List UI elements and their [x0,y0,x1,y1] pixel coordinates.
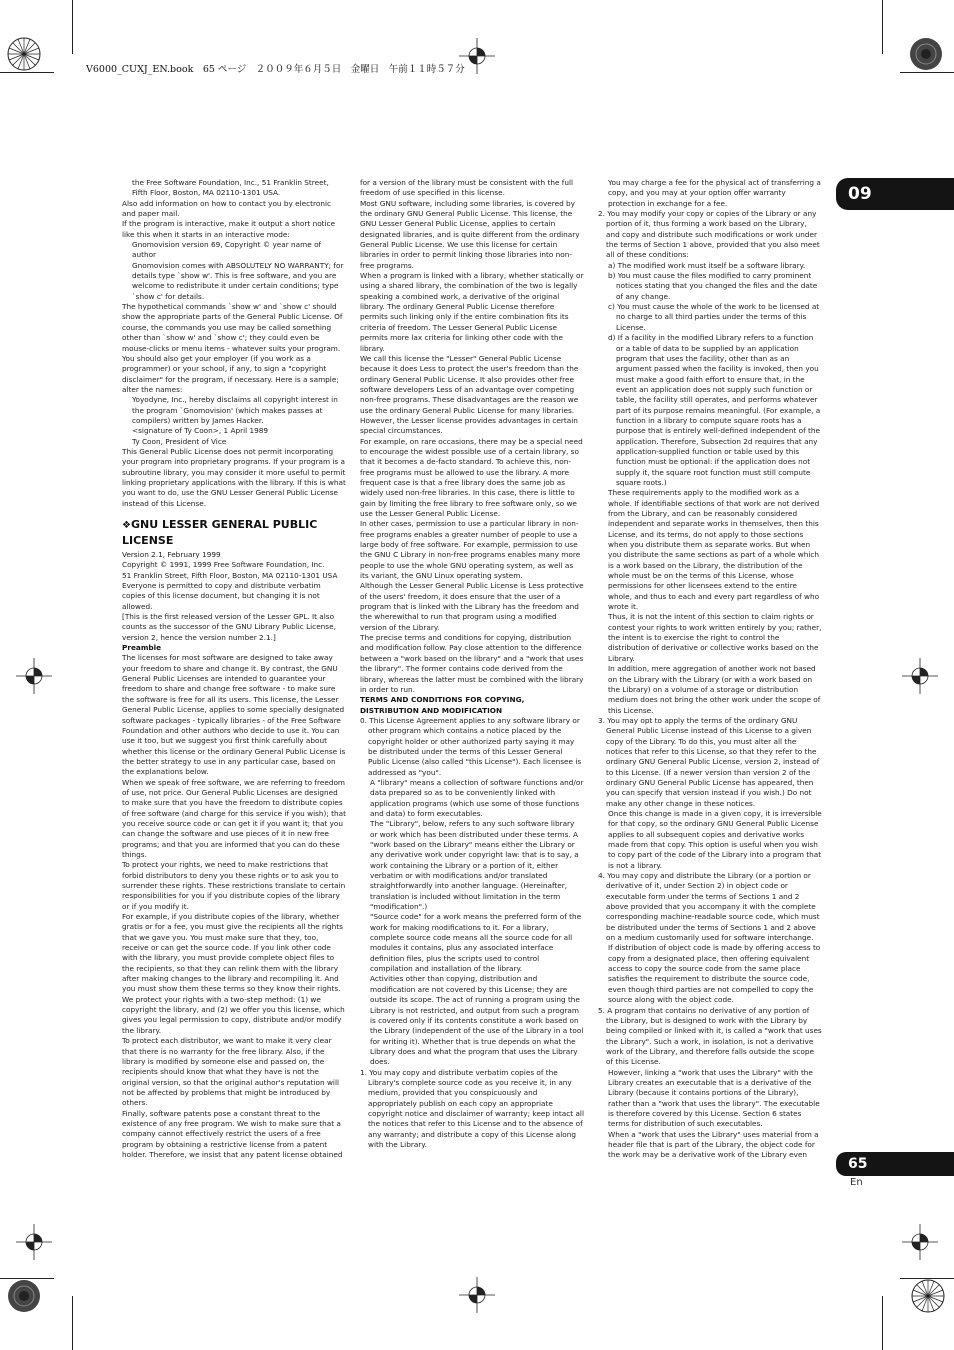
paragraph: Gnomovision comes with ABSOLUTELY NO WARRANTY; for details type `show w'. This is free software, and you are welcome to redistribute it under certain conditions; type `show c' for details. [132,260,344,301]
registration-mark-icon [908,36,944,72]
registration-mark-icon [6,36,42,72]
registration-mark-icon [910,1278,946,1314]
language-label: En [850,1177,863,1188]
paragraph: We protect your rights with a two-step method: (1) we copyright the library, and (2) we offer you this license, which gives you legal permission to copy, distribute and/or modify the library. [122,994,345,1035]
paragraph: Activities other than copying, distribution and modification are not covered by this License; they are outside its scope. The act of running a program using the Library is not restricted, and output from such a program is covered only if its contents constitute a work based on the Library (independent of the use of the Library in a tool for writing it). Whether that is true depends on what the Library does and what the program that uses the Library does. [370,974,584,1067]
paragraph: In addition, mere aggregation of another work not based on the Library with the Library (or with a work based on the Library) on a volume of a storage or distribution medium does not bring the other work under the scope of this License. [608,664,821,715]
list-item: b) You must cause the files modified to carry prominent notices stating that you changed the files and the date of any change. [608,271,818,301]
paragraph: Also add information on how to contact you by electronic and paper mail. [122,198,331,219]
paragraph: Finally, software patents pose a constant threat to the existence of any free program. We wish to make sure that a company cannot effectively restrict the users of a free program by obtaining a restrictive license from a patent holder. Therefore, we insist that any patent license obtained [122,1108,343,1159]
crop-mark [0,72,54,73]
paragraph: These requirements apply to the modified work as a whole. If identifiable sections of that work are not derived from the Library, and can be reasonably considered independent and separate works in themselves, then this License, and its terms, do not apply to those sections when you distribute them as separate works. But when you distribute the same sections as part of a whole which is a work based on the Library, the distribution of the whole must be on the terms of this License, whose permissions for other licensees extend to the entire whole, and thus to each and every part regardless of who wrote it. [608,488,820,612]
paragraph: The "Library", below, refers to any such software library or work which has been distributed under these terms. A "work based on the Library" means either the Library or any derivative work under copyright law: that is to say, a work containing the Library or a portion of it, either verbatim or with modifications and/or translated straightforwardly into another language. (Hereinafter, translation is included without limitation in the term "modification".) [370,819,579,912]
registration-mark-icon [6,1278,42,1314]
paragraph: [This is the first released version of the Lesser GPL. It also counts as the successor of the GNU Library Public License, version 2, hence the version number 2.1.] [122,612,336,642]
paragraph: for a version of the library must be consistent with the full freedom of use specified in this license. [360,178,574,198]
section-heading: ❖GNU LESSER GENERAL PUBLIC LICENSE [122,518,318,547]
list-item: c) You must cause the whole of the work to be licensed at no charge to all third parties under the terms of this License. [608,302,820,332]
paragraph: If distribution of object code is made by offering access to copy from a designated place, then offering equivalent access to copy the source code from the same place satisfies the requirement to distribute the source code, even though third parties are not compelled to copy the source along with the object code. [608,943,821,1005]
paragraph: <signature of Ty Coon>, 1 April 1989 [132,426,269,436]
paragraph: For example, if you distribute copies of the library, whether gratis or for a fee, you must give the recipients all the rights that we gave you. You must make sure that they, too, receive or can get the source code. If you link other code with the library, you must provide complete object files to the recipients, so that they can relink them with the library after making changes to the library and recompiling it. And you must show them these terms so they know their rights. [122,912,343,994]
paragraph: You may charge a fee for the physical act of transferring a copy, and you may at your option offer warranty protection in exchange for a fee. [608,178,821,208]
paragraph: In other cases, permission to use a particular library in non-free programs enables a greater number of people to use a large body of free software. For example, permission to use the GNU C Library in non-free programs enables many more people to use the whole GNU operating system, as well as its variant, the GNU Linux operating system. [360,519,581,581]
paragraph: the Free Software Foundation, Inc., 51 Franklin Street, Fifth Floor, Boston, MA 02110-1301 USA. [132,178,329,198]
crosshair-target-icon [459,1277,495,1313]
paragraph: The licenses for most software are designed to take away your freedom to share and change it. By contrast, the GNU General Public Licenses are intended to guarantee your freedom to share and change free software - to make sure the software is free for all its users. This license, the Lesser General Public License, applies to some specially designated software packages - typically libraries - of the Free Software Foundation and other authors who decide to use it. You can use it too, but we suggest you first think carefully about whether this license or the ordinary General Public License is the better strategy to use in any particular case, based on the explanations below. [122,653,346,777]
paragraph: When a program is linked with a library, whether statically or using a shared library, the combination of the two is legally speaking a combined work, a derivative of the original library. The ordinary General Public License therefore permits such linking only if the entire combination fits its criteria of freedom. The Lesser General Public License permits more lax criteria for linking other code with the library. [360,271,584,353]
paragraph: However, linking a "work that uses the Library" with the Library creates an executable that is a derivative of the Library (because it contains portions of the Library), rather than a "work that uses the library". The executable is therefore covered by this License. Section 6 states terms for distribution of such executables. [608,1067,820,1129]
page-number-tab: 65 [836,1152,954,1176]
list-item: 2. You may modify your copy or copies of the Library or any portion of it, thus forming a work based on the Library, and copy and distribute such modifications or work under the terms of Section 1 above, provided that you also meet all of these conditions: [598,209,820,260]
paragraph: For example, on rare occasions, there may be a special need to encourage the widest possible use of a certain library, so that it becomes a de-facto standard. To achieve this, non-free programs must be allowed to use the library. A more frequent case is that a free library does the same job as widely used non-free libraries. In this case, there is little to gain by limiting the free library to free software only, so we use the Lesser General Public License. [360,436,583,518]
crop-mark [900,1278,954,1279]
paragraph: When a "work that uses the Library" uses material from a header file that is part of the Library, the object code for the work may be a derivative work of the Library even [608,1129,819,1160]
list-item: a) The modified work must itself be a software library. [608,260,806,270]
paragraph: Copyright © 1991, 1999 Free Software Foundation, Inc. [122,560,325,570]
paragraph: The precise terms and conditions for copying, distribution and modification follow. Pay close attention to the difference between a "work based on the library" and a "work that uses the library". The former contains code derived from the library, whereas the latter must be combined with the library in order to run. [360,633,584,694]
crop-mark [882,1296,883,1350]
crosshair-target-icon [16,658,52,694]
diamond-star-icon: ❖ [122,520,131,531]
crosshair-target-icon [902,658,938,694]
paragraph: 51 Franklin Street, Fifth Floor, Boston, MA 02110-1301 USA [122,570,338,580]
paragraph: Version 2.1, February 1999 [122,550,221,559]
subheading: Preamble [122,643,162,653]
crosshair-target-icon [16,1224,52,1260]
list-item: 0. This License Agreement applies to any software library or other program which contains a notice placed by the copyright holder or other authorized party saying it may be distributed under the terms of this Lesser General Public License (also called "this License"). Each licensee is addressed as "you". [360,715,582,777]
subheading: TERMS AND CONDITIONS FOR COPYING, DISTRIBUTION AND MODIFICATION [360,695,525,715]
paragraph: To protect your rights, we need to make restrictions that forbid distributors to deny you these rights or to ask you to surrender these rights. These restrictions translate to certain responsibilities for you if you distribute copies of the library or if you modify it. [122,860,346,911]
paragraph: Most GNU software, including some libraries, is covered by the ordinary GNU General Public License. This license, the GNU Lesser General Public License, applies to certain designated libraries, and is quite different from the ordinary General Public License. We use this license for certain libraries in order to permit linking those libraries into non-free programs. [360,198,580,270]
paragraph: Yoyodyne, Inc., hereby disclaims all copyright interest in the program `Gnomovision' (which makes passes at compilers) written by James Hacker. [132,395,338,425]
text-column-1 [122,178,346,1160]
list-item: 1. You may copy and distribute verbatim copies of the Library's complete source code as you receive it, in any medium, provided that you conspicuously and appropriately publish on each copy an appropriate copyright notice and disclaimer of warranty; keep intact all the notices that refer to this License and to the absence of any warranty; and distribute a copy of this License along with the Library. [360,1067,584,1149]
paragraph: Thus, it is not the intent of this section to claim rights or contest your rights to work written entirely by you; rather, the intent is to exercise the right to control the distribution of derivative or collective works based on the Library. [608,612,822,663]
paragraph: Gnomovision version 69, Copyright © year name of author [132,240,322,260]
paragraph: Ty Coon, President of Vice [132,436,227,446]
list-item: 5. A program that contains no derivative of any portion of the Library, but is designed to work with the Library by being compiled or linked with it, is called a "work that uses the Library". Such a work, in isolation, is not a derivative work of the Library, and therefore falls outside the scope of this License. [598,1005,822,1067]
crop-mark [72,0,73,54]
paragraph: We call this license the "Lesser" General Public License because it does Less to protect the user's freedom than the ordinary General Public License. It also provides other free software developers Less of an advantage over competing non-free programs. These disadvantages are the reason we use the ordinary General Public License for many libraries. However, the Lesser license provides advantages in certain special circumstances. [360,353,579,436]
text-column-3 [598,178,822,1161]
crop-mark [0,1278,54,1279]
paragraph: Everyone is permitted to copy and distribute verbatim copies of this license document, but changing it is not allowed. [122,581,321,611]
crop-mark [72,1296,73,1350]
paragraph: When we speak of free software, we are referring to freedom of use, not price. Our General Public Licenses are designed to make sure that you have the freedom to distribute copies of free software (and charge for this service if you wish); that you receive source code or can get it if you want it; that you can change the software and use pieces of it in new free programs; and that you are informed that you can do these things. [122,777,346,859]
text-column-2 [360,178,584,1150]
paragraph: "Source code" for a work means the preferred form of the work for making modifications to it. For a library, complete source code means all the source code for all modules it contains, plus any associated interface definition files, plus the scripts used to control compilation and installation of the library. [370,912,582,974]
paragraph: If the program is interactive, make it output a short notice like this when it starts in an interactive mode: [122,219,336,239]
paragraph: A "library" means a collection of software functions and/or data prepared so as to be conveniently linked with application programs (which use some of those functions and data) to form executables. [370,777,584,818]
book-file-header: V6000_CUXJ_EN.book 65 ページ ２００９年６月５日 金曜日 午前１１時５７分 [86,64,465,75]
paragraph: Once this change is made in a given copy, it is irreversible for that copy, so the ordinary GNU General Public License applies to all subsequent copies and derivative works made from that copy. This option is useful when you wish to copy part of the code of the Library into a program that is not a library. [608,808,822,870]
paragraph: This General Public License does not permit incorporating your program into proprietary programs. If your program is a subroutine library, you may consider it more useful to permit linking proprietary applications with the library. If this is what you want to do, use the GNU Lesser General Public License instead of this License. [122,446,346,508]
crosshair-target-icon [459,38,495,74]
list-item: d) If a facility in the modified Library refers to a function or a table of data to be supplied by an application program that uses the facility, other than as an argument passed when the facility is invoked, then you must make a good faith effort to ensure that, in the event an application does not supply such function or table, the facility still operates, and performs whatever part of its purpose remains meaningful. (For example, a function in a library to compute square roots has a purpose that is entirely well-defined independent of the application. Therefore, Subsection 2d requires that any application-supplied function or table used by this function must be optional: if the application does not supply it, the square root function must still compute square roots.) [608,333,821,487]
paragraph: To protect each distributor, we want to make it very clear that there is no warranty for the free library. Also, if the library is modified by someone else and passed on, the recipients should know that what they have is not the original version, so that the original author's reputation will not be affected by problems that might be introduced by others. [122,1036,340,1108]
paragraph: The hypothetical commands `show w' and `show c' should show the appropriate parts of the General Public License. Of course, the commands you use may be called something other than `show w' and `show c'; they could even be mouse-clicks or menu items - whatever suits your program. [122,302,343,353]
paragraph: You should also get your employer (if you work as a programmer) or your school, if any, to sign a "copyright disclaimer" for the program, if necessary. Here is a sample; alter the names: [122,353,339,394]
list-item: 4. You may copy and distribute the Library (or a portion or derivative of it, under Section 2) in object code or executable form under the terms of Sections 1 and 2 above provided that you accompany it with the complete corresponding machine-readable source code, which must be distributed under the terms of Sections 1 and 2 above on a medium customarily used for software interchange. [598,871,820,943]
crosshair-target-icon [902,1224,938,1260]
paragraph: Although the Lesser General Public License is Less protective of the users' freedom, it does ensure that the user of a program that is linked with the Library has the freedom and the wherewithal to run that program using a modified version of the Library. [360,581,584,632]
list-item: 3. You may opt to apply the terms of the ordinary GNU General Public License instead of this License to a given copy of the Library. To do this, you must alter all the notices that refer to this License, so that they refer to the ordinary GNU General Public License, version 2, instead of to this License. (If a newer version than version 2 of the ordinary GNU General Public License has appeared, then you can specify that version instead if you wish.) Do not make any other change in these notices. [598,715,820,808]
crop-mark [882,0,883,54]
chapter-tab: 09 [836,178,954,210]
crop-mark [900,72,954,73]
